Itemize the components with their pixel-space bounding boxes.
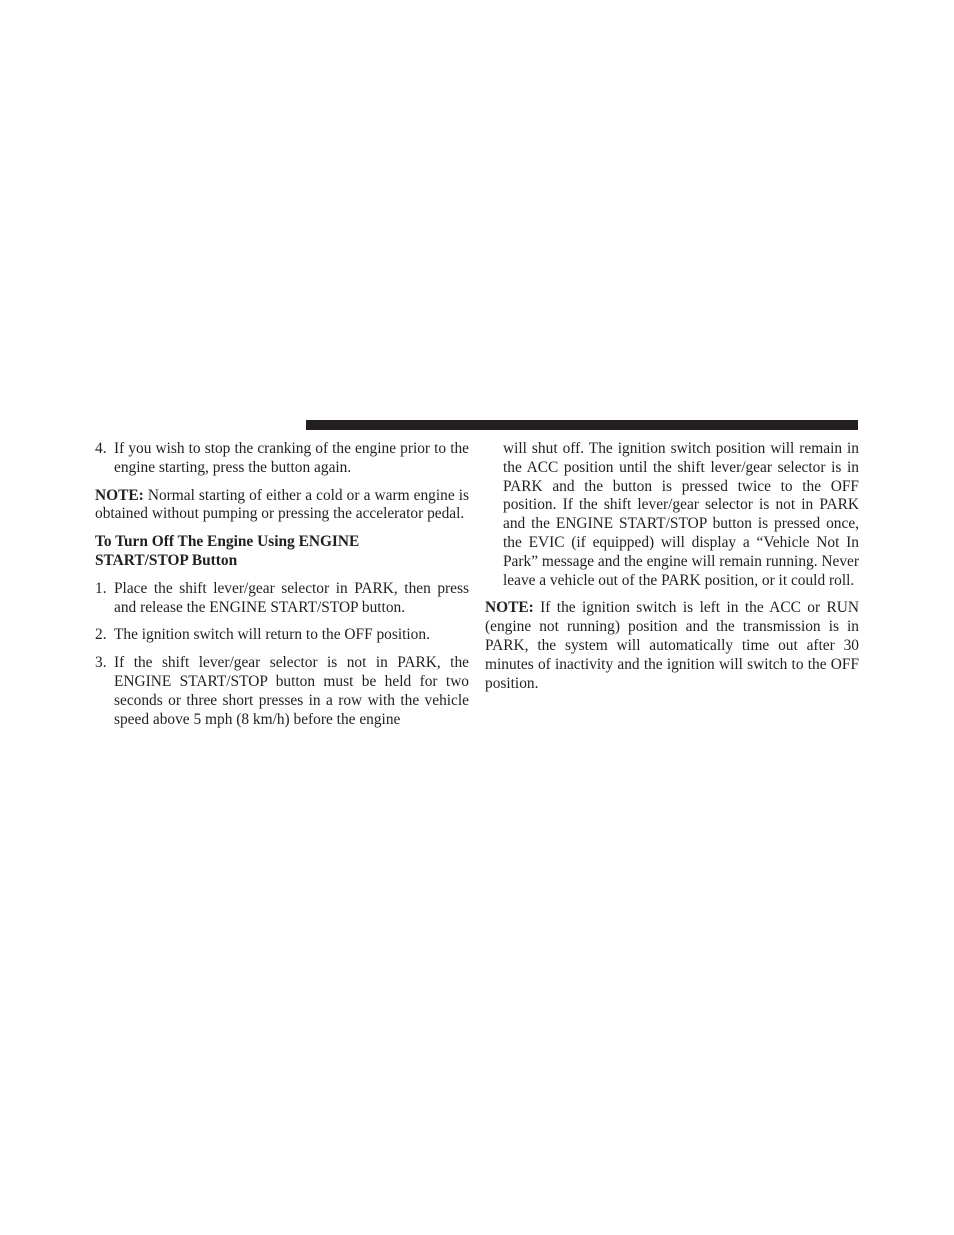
note-paragraph [485, 599, 859, 693]
section-heading [95, 533, 469, 571]
list-item-1 [95, 580, 469, 618]
section-heading-line2: START/STOP Button [95, 551, 238, 569]
list-item-text: If the shift lever/gear selector is not in PARK, the ENGINE START/STOP button must be held for two seconds or three short presses in a row with the vehicle speed above 5 mph (8 km/h) before the engine [114, 654, 469, 728]
list-number: 2. [95, 626, 107, 644]
section-header-bar [306, 420, 858, 430]
list-number: 1. [95, 579, 107, 597]
note-text: Normal starting of either a cold or a warm engine is obtained without pumping or pressing the accelerator pedal. [95, 486, 469, 523]
list-item-4 [95, 440, 469, 478]
list-item-2 [95, 626, 469, 645]
note-paragraph [95, 487, 469, 525]
right-column [485, 440, 859, 702]
list-item-text: If you wish to stop the cranking of the engine prior to the engine starting, press the button again. [114, 440, 469, 476]
list-number: 3. [95, 654, 107, 672]
list-number: 4. [95, 440, 107, 457]
note-text: If the ignition switch is left in the ACC or RUN (engine not running) position and the transmission is in PARK, the system will automatically time out after 30 minutes of inactivity and the ignition will switch to the OFF position. [485, 599, 859, 692]
list-item-text: The ignition switch will return to the OFF position. [114, 626, 430, 644]
left-column [95, 440, 469, 738]
list-item-text: Place the shift lever/gear selector in PARK, then press and release the ENGINE START/STOP button. [114, 579, 469, 616]
list-item-3 [95, 654, 469, 729]
list-item-3-continued: will shut off. The ignition switch position will remain in the ACC position until the shift lever/gear selector is in PARK and the button is pressed twice to the OFF position. If the shift lever/gear selector is not in PARK and the ENGINE START/STOP button is pressed once, the EVIC (if equipped) will display a “Vehicle Not In Park” message and the engine will remain running. Never leave a vehicle out of the PARK position, or it could roll. [503, 440, 860, 589]
note-label: NOTE: [95, 486, 144, 504]
section-heading-line1: To Turn Off The Engine Using ENGINE [95, 533, 360, 551]
note-label: NOTE: [485, 599, 534, 617]
